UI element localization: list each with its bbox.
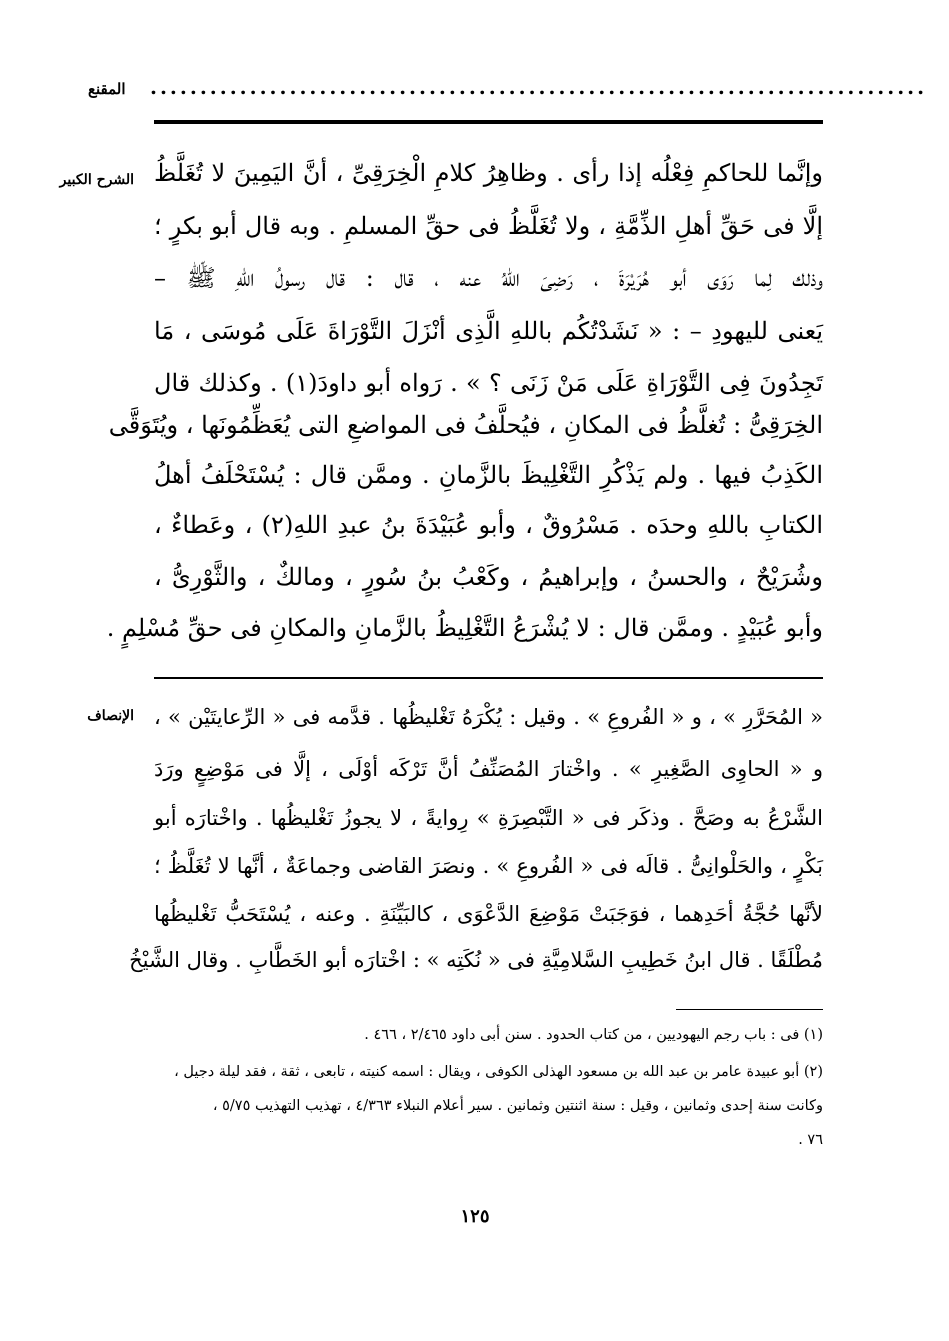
footnote-rule [676,1009,823,1010]
sharh-line: يَعنى لليهودِ – : « نَشَدْتُكُم باللهِ الَّذِى أنْزَلَ التَّوْرَاةَ عَلَى مُوسَى ، مَا [154,317,823,345]
insaf-line: لأنَّها حُجَّةُ أحَدِهما ، فوَجَبَتْ مَوْضِعَ الدَّعْوَى ، كالبَيِّنَةِ . وعنه ، يُسْتَحَبُّ تَغْليظُها [154,902,823,926]
margin-label-insaf: الإنصاف [87,708,134,724]
footnote-line: (٢) أبو عبيدة عامر بن عبد الله بن مسعود الهذلى الكوفى ، ويقال : اسمه كنيته ، تابعى ، ثقة ، فقد ليلة دجيل ، [174,1064,823,1080]
sharh-line: وأبو عُبَيْدٍ . وممَّن قال : لا يُشْرَعُ التَّغْلِيظُ بالزَّمانِ والمكانِ فى حقِّ مُسْلِمٍ . [106,614,823,642]
insaf-line: و « الحاوِى الصَّغِيرِ » . واخْتارَ المُصَنِّفُ أنَّ تَرْكَه أوْلَى ، إلَّا فى مَوْضِعٍ ورَدَ [154,757,823,781]
sharh-line: الكَذِبُ فيها . ولم يَذْكُرِ التَّغْلِيظَ بالزَّمانِ . وممَّن قال : يُسْتَحْلَفُ أهلُ [154,461,823,489]
insaf-line: « المُحَرَّرِ » ، و « الفُروعِ » . وقيل : يُكْرَهُ تَغْليظُها . قدَّمه فى « الرِّعايتَيْن » ، [154,705,823,729]
header-rule [154,120,823,124]
sharh-line: وإنَّما للحاكمِ فِعْلُه إذا رأى . وظاهِرُ كلامِ الْخِرَقِىِّ ، أنَّ اليَمِينَ لا تُغَلَّظُ [154,159,823,187]
section-divider [154,677,823,679]
footnote-line: ٧٦ . [798,1132,823,1148]
footnote-line: (١) فى : باب رجم اليهوديين ، من كتاب الحدود . سنن أبى داود ٢/٤٦٥ ، ٤٦٦ . [364,1027,823,1043]
insaf-line: مُطْلَقًا . قال ابنُ خَطِيبِ السَّلامِيَّةِ فى « نُكَتِه » : اخْتارَه أبو الخَطَّابِ . وقال الشَّيْخُ [129,948,823,972]
sharh-line: وذلك لِما رَوَى أبو هُرَيْرَةَ ، رَضِىَ اللهُ عنه ، قال : قال رسولُ اللهِ ﷺ – [154,264,823,292]
margin-label-sharh: الشرح الكبير [59,172,134,188]
sharh-line: إلَّا فى حَقِّ أهلِ الذِّمَّةِ ، ولا تُغَلَّظُ فى حقِّ المسلمِ . وبه قال أبو بكرٍ ؛ [154,212,823,240]
insaf-line: بَكْرٍ ، والحَلْوانِىُّ . قالَه فى « الفُروعِ » . ونصَرَ القاضى وجماعَةٌ ، أنَّها لا تُغَلَّظُ ؛ [154,854,823,878]
sharh-line: وشُرَيْحٌ ، والحسنُ ، وإبراهيمُ ، وكَعْبُ بنُ سُورٍ ، ومالكٌ ، والثَّوْرِىُّ ، [154,563,823,591]
sharh-line: الكتابِ باللهِ وحدَه . مَسْرُوقٌ ، وأبو عُبَيْدَةَ بنُ عبدِ اللهِ(٢) ، وعَطاءٌ ، [154,511,824,539]
header-dot-leader: .............................................................................. [150,75,928,99]
footnote-line: وكانت سنة إحدى وثمانين ، وقيل : سنة اثنتين وثمانين . سير أعلام النبلاء ٤/٣٦٣ ، تهذيب التهذيب ٥/٧٥ ، [212,1098,823,1114]
sharh-line: تَجِدُونَ فِى التَّوْرَاةِ عَلَى مَنْ زَنَى ؟ » . رَواه أبو داودَ(١) . وكذلك قال [154,369,823,397]
page-number: ١٢٥ [460,1206,490,1227]
running-header-title: المقنع [88,80,126,98]
insaf-line: الشَّرْعُ به وصَحَّ . وذكَر فى « التَّبْصِرَةِ » رِوايةً ، لا يجوزُ تَغْليظُها . واخْتارَه أبو [154,806,823,830]
sharh-line: الخِرَقِىُّ : تُغلَّظُ فى المكانِ ، فيُحلَّفُ فى المواضعِ التى يُعَظِّمُونَها ، ويُتَوَقَّى [108,411,823,439]
